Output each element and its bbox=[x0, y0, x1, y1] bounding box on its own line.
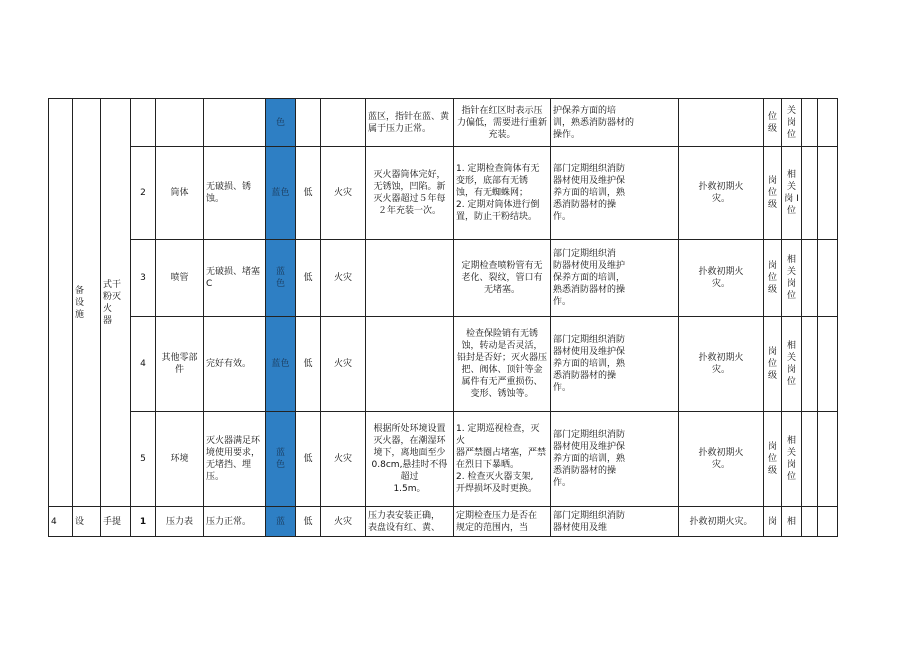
emergency-measure-cell: 扑救初期火灾。 bbox=[679, 507, 764, 537]
device-name-cell: 式干 粉灭火 器 bbox=[101, 99, 131, 507]
table-row bbox=[49, 99, 838, 147]
training-measure-cell: 护保养方面的培 训，熟悉消防器材的 操作。 bbox=[551, 99, 679, 147]
training-measure-cell: 部门定期组织消 防器材使用及维护 保养方面的培训， 熟悉消防器材的操 作。 bbox=[551, 240, 679, 317]
standard-cell bbox=[204, 99, 266, 147]
risk-level-cell: 低 bbox=[296, 412, 321, 507]
empty-cell bbox=[818, 147, 838, 240]
responsible-post-cell: 相 关 岗 I 位 bbox=[782, 147, 802, 240]
management-measure-cell: 1. 定期检查筒体有无 变形，底部有无锈 蚀，有无蜘蛛网； 2. 定期对筒体进行倒 置，防止干粉结块。 bbox=[454, 147, 551, 240]
empty-cell bbox=[818, 99, 838, 147]
row-number-cell bbox=[131, 99, 156, 147]
table-row bbox=[49, 240, 838, 317]
management-measure-cell: 定期检查压力是否在 规定的范围内，当 bbox=[454, 507, 551, 537]
training-measure-cell: 部门定期组织消防 器材使用及维 bbox=[551, 507, 679, 537]
emergency-measure-cell: 扑救初期火 灾。 bbox=[679, 412, 764, 507]
standard-cell: 压力正常。 bbox=[204, 507, 266, 537]
risk-assessment-table bbox=[48, 98, 838, 537]
empty-cell bbox=[802, 99, 818, 147]
risk-level-cell: 低 bbox=[296, 317, 321, 412]
risk-color-cell: 蓝色 bbox=[266, 147, 296, 240]
empty-cell bbox=[802, 240, 818, 317]
responsible-post-cell: 相 关 岗 位 bbox=[782, 240, 802, 317]
consequence-cell: 火灾 bbox=[321, 317, 366, 412]
control-level-cell: 岗 位 级 bbox=[764, 317, 782, 412]
category-cell: 备 设 施 bbox=[73, 99, 101, 507]
standard-cell: 无破损、锈蚀。 bbox=[204, 147, 266, 240]
responsible-post-cell: 关 岗 位 bbox=[782, 99, 802, 147]
risk-color-cell: 蓝 色 bbox=[266, 412, 296, 507]
inspection-item-cell: 环境 bbox=[156, 412, 204, 507]
consequence-cell bbox=[321, 99, 366, 147]
responsible-post-cell: 相 关 岗 位 bbox=[782, 317, 802, 412]
inspection-item-cell: 压力表 bbox=[156, 507, 204, 537]
risk-level-cell bbox=[296, 99, 321, 147]
risk-color-cell: 蓝色 bbox=[266, 317, 296, 412]
inspection-item-cell: 筒体 bbox=[156, 147, 204, 240]
empty-cell bbox=[818, 412, 838, 507]
row-number-cell: 4 bbox=[131, 317, 156, 412]
consequence-cell: 火灾 bbox=[321, 240, 366, 317]
row-number-cell: 2 bbox=[131, 147, 156, 240]
risk-color-cell: 色 bbox=[266, 99, 296, 147]
standard-cell: 完好有效。 bbox=[204, 317, 266, 412]
category-label-cell bbox=[49, 99, 73, 507]
responsible-post-cell: 相 bbox=[782, 507, 802, 537]
table-row bbox=[49, 147, 838, 240]
management-measure-cell: 检查保险销有无锈 蚀，转动是否灵活， 铅封是否好；灭火器压 把、阀体、顶针等金 属件有无严重损伤、 变形、锈蚀等。 bbox=[454, 317, 551, 412]
inspection-item-cell: 其他零部件 bbox=[156, 317, 204, 412]
empty-cell bbox=[802, 507, 818, 537]
management-measure-cell: 指针在红区时表示压 力偏低，需要进行重新 充装。 bbox=[454, 99, 551, 147]
empty-cell bbox=[818, 507, 838, 537]
consequence-cell: 火灾 bbox=[321, 507, 366, 537]
responsible-post-cell: 相 关 岗 位 bbox=[782, 412, 802, 507]
engineering-measure-cell bbox=[366, 240, 454, 317]
empty-cell bbox=[818, 317, 838, 412]
inspection-item-cell: 喷管 bbox=[156, 240, 204, 317]
management-measure-cell: 1. 定期巡视检查，灭火 器严禁圈占堵塞，严禁 在烈日下暴晒。 2. 检查灭火器支架, 开焊损坏及时更换。 bbox=[454, 412, 551, 507]
device-name-cell: 手提 bbox=[101, 507, 131, 537]
training-measure-cell: 部门定期组织消防 器材使用及维护保 养方面的培训，熟 悉消防器材的操 作。 bbox=[551, 317, 679, 412]
row-number-cell: 3 bbox=[131, 240, 156, 317]
training-measure-cell: 部门定期组织消防 器材使用及维护保 养方面的培训，熟 悉消防器材的操 作。 bbox=[551, 412, 679, 507]
risk-color-cell: 蓝 色 bbox=[266, 240, 296, 317]
empty-cell bbox=[802, 147, 818, 240]
empty-cell bbox=[802, 317, 818, 412]
consequence-cell: 火灾 bbox=[321, 412, 366, 507]
engineering-measure-cell: 压力表安装正确， 表盘设有红、黄、 bbox=[366, 507, 454, 537]
emergency-measure-cell bbox=[679, 99, 764, 147]
control-level-cell: 岗 bbox=[764, 507, 782, 537]
table-row bbox=[49, 507, 838, 537]
row-number-cell: 5 bbox=[131, 412, 156, 507]
control-level-cell: 岗 位 级 bbox=[764, 240, 782, 317]
empty-cell bbox=[802, 412, 818, 507]
risk-level-cell: 低 bbox=[296, 240, 321, 317]
control-level-cell: 岗 位 级 bbox=[764, 147, 782, 240]
engineering-measure-cell: 灭火器筒体完好， 无锈蚀，凹陷。新 灭火器超过５年每 ２年充装一次。 bbox=[366, 147, 454, 240]
inspection-item-cell bbox=[156, 99, 204, 147]
table-row bbox=[49, 412, 838, 507]
standard-cell: 灭火器满足环 境使用要求， 无堵挡、埋压。 bbox=[204, 412, 266, 507]
risk-level-cell: 低 bbox=[296, 507, 321, 537]
engineering-measure-cell bbox=[366, 317, 454, 412]
management-measure-cell: 定期检查喷粉管有无 老化、裂纹，管口有 无堵塞。 bbox=[454, 240, 551, 317]
engineering-measure-cell: 根据所处环境设置 灭火器，在潮湿环 境下，离地面至少 0.8cm,悬挂时不得 超过 1.5m。 bbox=[366, 412, 454, 507]
empty-cell bbox=[818, 240, 838, 317]
consequence-cell: 火灾 bbox=[321, 147, 366, 240]
row-number-cell: 1 bbox=[131, 507, 156, 537]
control-level-cell: 岗 位 级 bbox=[764, 412, 782, 507]
engineering-measure-cell: 蓝区，指针在蓝、黄 属于压力正常。 bbox=[366, 99, 454, 147]
emergency-measure-cell: 扑救初期火 灾。 bbox=[679, 240, 764, 317]
training-measure-cell: 部门定期组织消防 器材使用及维护保 养方面的培训，熟 悉消防器材的操 作。 bbox=[551, 147, 679, 240]
emergency-measure-cell: 扑救初期火 灾。 bbox=[679, 317, 764, 412]
category-cell: 设 bbox=[73, 507, 101, 537]
emergency-measure-cell: 扑救初期火 灾。 bbox=[679, 147, 764, 240]
risk-color-cell: 蓝 bbox=[266, 507, 296, 537]
control-level-cell: 位 级 bbox=[764, 99, 782, 147]
standard-cell: 无破损、堵塞 C bbox=[204, 240, 266, 317]
section-number-cell: 4 bbox=[49, 507, 73, 537]
risk-level-cell: 低 bbox=[296, 147, 321, 240]
table-row bbox=[49, 317, 838, 412]
